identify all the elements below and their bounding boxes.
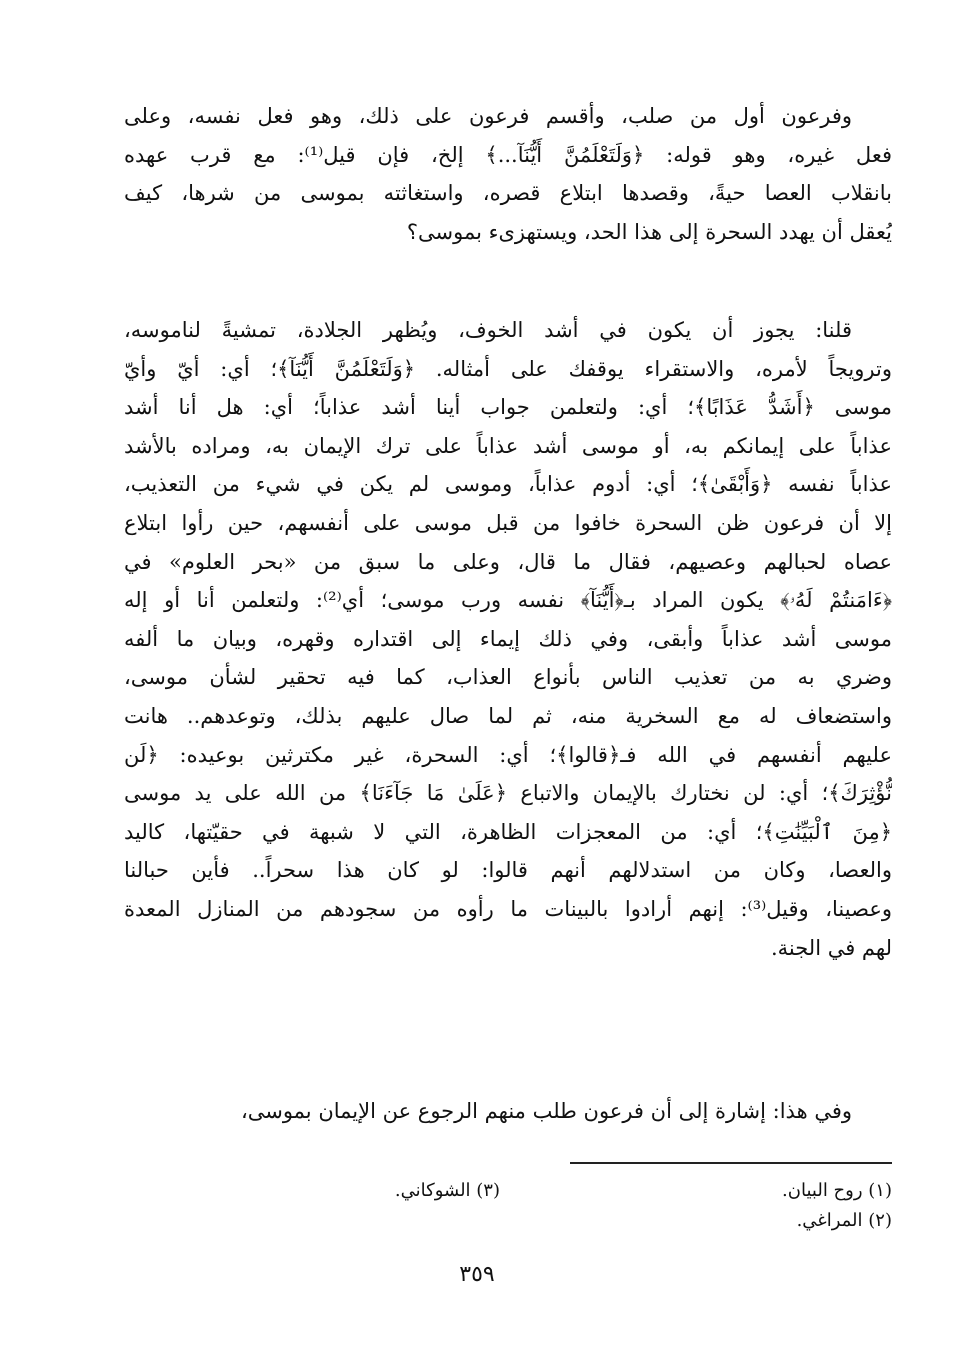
text-line: عذاباً نفسه ﴿وَأَبْقَىٰ﴾؛ أي: أدوم عذاباً، وموسى لم يكن في شيء من التعذيب، [124, 472, 892, 497]
text-line: يُعقل أن يهدد السحرة إلى هذا الحد، ويستهزىء بموسى؟ [406, 219, 892, 244]
paragraph-2 [124, 311, 892, 967]
text-line: وفرعون أول من صلب، وأقسم فرعون على ذلك، وهو فعل نفسه، وعلى [124, 104, 852, 128]
footnote-1: (١) روح البيان. [782, 1180, 892, 1201]
text-line: وترويجاً لأمره، والاستقراء يوقفك على أمثاله. ﴿وَلَتَعْلَمُنَّ أَيُّنَآ﴾؛ أي: أيّ وأيّ [124, 356, 892, 381]
text-line: عليهم أنفسهم في الله فـ﴿قالوا﴾؛ أي: السحرة، غير مكترثين بوعيده: ﴿لَن [124, 742, 892, 767]
text-line: وضري به من تعذيب الناس بأنواع العذاب، كما فيه تحقير لشأن موسى، [124, 665, 892, 690]
text-line: نُّؤْثِرَكَ﴾؛ أي: لن نختارك بالإيمان والاتباع ﴿عَلَىٰ مَا جَآءَنَا﴾ من الله على يد موسى [124, 781, 892, 806]
paragraph-1 [124, 97, 892, 251]
text-line: لهم في الجنة. [770, 935, 892, 960]
text-line: ﴿ءَامَنتُمْ لَهُۥ﴾ يكون المراد بـ﴿أَيُّنَآ﴾ نفسه ورب موسى؛ أي⁽²⁾: ولتعلمن أنا أو إله [124, 588, 892, 613]
paragraph-3 [124, 1092, 892, 1131]
text-line: والعصا، وكان من استدلالهم أنهم قالوا: لو كان هذا سحراً.. فأين حبالنا [124, 858, 892, 883]
text-line: موسى أشد عذاباً وأبقى، وفي ذلك إيماء إلى اقتداره وقهره، وبيان ما ألفه [124, 626, 892, 651]
text-line: بانقلاب العصا حيةً، وقصدها ابتلاع قصره، واستغاثته بموسى من شرها، كيف [124, 181, 892, 206]
text-line: واستضعاف له مع السخرية منه، ثم لما صال عليهم بذلك، وتوعدهم.. هانت [124, 703, 892, 728]
footnote-3: (٣) الشوكاني. [394, 1180, 500, 1201]
footnote-divider [570, 1162, 892, 1164]
text-line: إلا أن فرعون ظن السحرة خافوا من قبل موسى على أنفسهم، حين رأوا ابتلاع [124, 510, 892, 535]
text-line: عذاباً على إيمانكم به، أو موسى أشد عذاباً على ترك الإيمان به، ومراده بالأشد [124, 433, 892, 458]
page-number: ٣٥٩ [459, 1262, 495, 1287]
text-line: ﴿مِنَ ٱلْبَيِّنَٰتِ﴾؛ أي: من المعجزات الظاهرة، التي لا شبهة في حقيّتها، كاليد [124, 819, 892, 844]
text-line: وفي هذا: إشارة إلى أن فرعون طلب منهم الرجوع عن الإيمان بموسى، [240, 1099, 852, 1123]
text-line: وعصينا، وقيل⁽³⁾: إنهم أرادوا بالبينات ما رأوه من سجودهم من المنازل المعدة [124, 896, 892, 921]
text-line: فعل غيره، وهو قوله: ﴿وَلَتَعْلَمُنَّ أَيُّنَآ...﴾ إلخ، فإن قيل⁽¹⁾: مع قرب عهده [124, 142, 892, 167]
text-line: قلنا: يجوز أن يكون في أشد الخوف، ويُظهر الجلادة، تمشيةً لناموسه، [124, 318, 852, 342]
footnote-2: (٢) المراغي. [796, 1210, 892, 1231]
text-line: عصاه لحبالهم وعصيهم، فقال ما قال، وعلى ما سبق من «بحر العلوم» في [124, 549, 892, 574]
text-line: موسى ﴿أَشَدُّ عَذَابًا﴾؛ أي: ولتعلمن جواب أينا أشد عذاباً؛ أي: هل أنا أشد [124, 395, 892, 420]
